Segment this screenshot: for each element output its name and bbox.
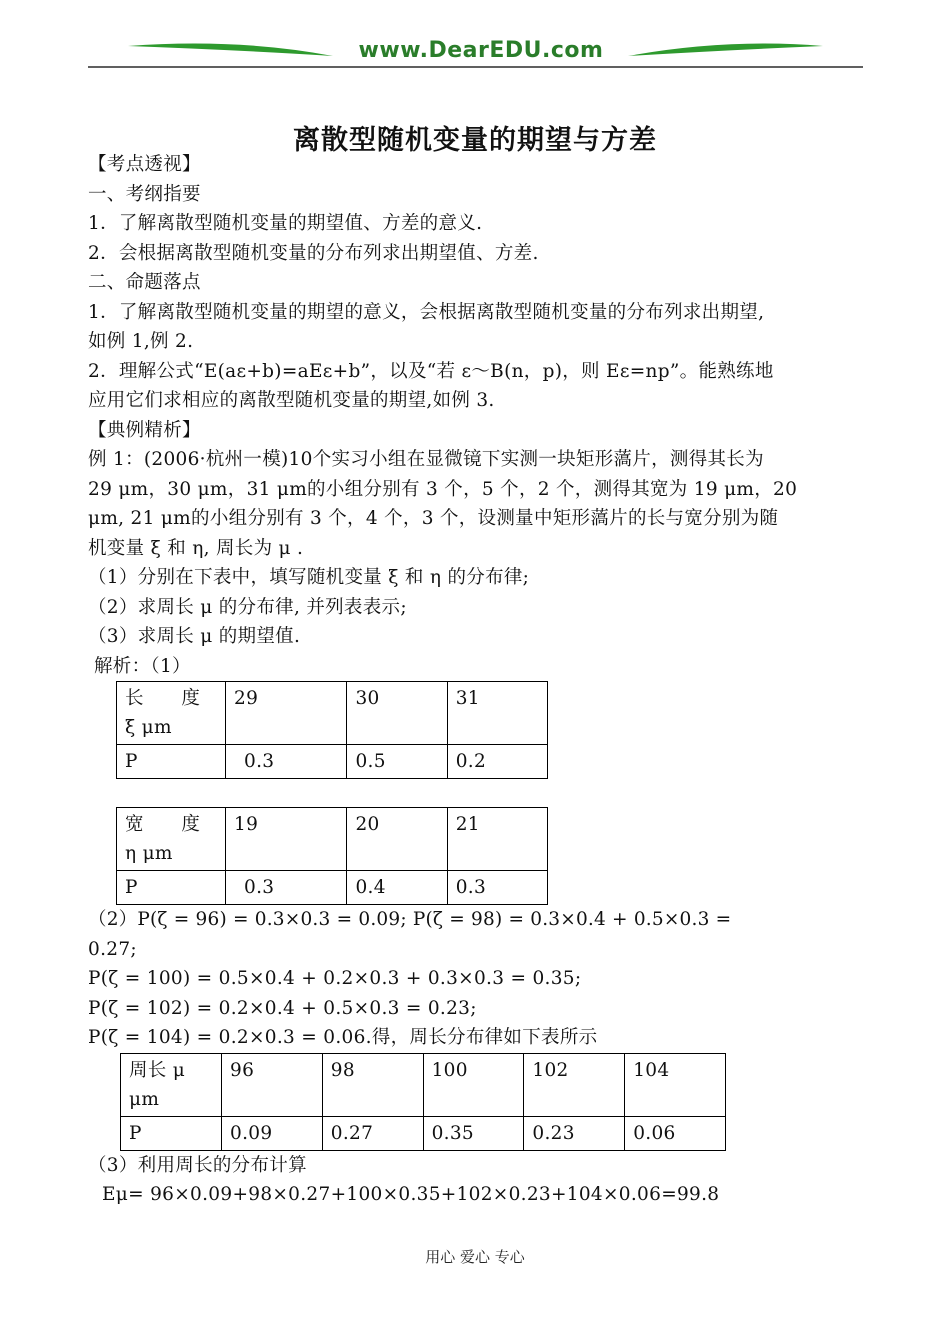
table-cell: 98 <box>322 1053 423 1116</box>
table-cell: 0.3 <box>226 871 347 905</box>
solution-label: 解析：（1） <box>94 655 191 677</box>
header-unit: ξ μm <box>125 717 172 738</box>
table-cell: 21 <box>447 808 547 871</box>
header-label: 宽 度 <box>125 814 201 835</box>
table-row <box>121 1053 726 1116</box>
kaogang-item-1: 1．了解离散型随机变量的期望值、方差的意义. <box>88 213 483 234</box>
table-header-cell <box>117 808 226 871</box>
section-heading-dianli: 【典例精析】 <box>88 419 201 441</box>
table-cell: 29 <box>226 682 347 745</box>
table-row <box>117 682 548 745</box>
section-heading-mingti: 二、命题落点 <box>88 272 201 293</box>
example1-question-3: （3）求周长 μ 的期望值. <box>88 626 301 647</box>
table-cell: 0.35 <box>423 1116 524 1150</box>
example1-line-3: μm, 21 μm的小组分别有 3 个，4 个，3 个，设测量中矩形薃片的长与宽分别为随 <box>88 508 779 529</box>
table-cell: 0.23 <box>524 1116 625 1150</box>
table-row <box>117 808 548 871</box>
calc-line-1: （2）P(ζ = 96) = 0.3×0.3 = 0.09; P(ζ = 98) = 0.3×0.4 + 0.5×0.3 = <box>88 909 732 930</box>
table-cell: 0.2 <box>447 745 547 779</box>
table-cell: 30 <box>347 682 447 745</box>
header-label: 长 度 <box>125 688 201 709</box>
table-cell: 100 <box>423 1053 524 1116</box>
calc-line-5: P(ζ = 104) = 0.2×0.3 = 0.06.得，周长分布律如下表所示 <box>88 1027 598 1048</box>
calc-line-3: P(ζ = 100) = 0.5×0.4 + 0.2×0.3 + 0.3×0.3 = 0.35; <box>88 968 582 989</box>
section-heading-kaogang: 一、考纲指要 <box>88 183 201 205</box>
header-label: 周长 μ <box>129 1059 186 1081</box>
kaogang-item-2: 2．会根据离散型随机变量的分布列求出期望值、方差. <box>88 242 539 264</box>
table-cell: 102 <box>524 1053 625 1116</box>
example1-question-2: （2）求周长 μ 的分布律, 并列表表示; <box>88 596 407 618</box>
header-unit: μm <box>129 1088 160 1110</box>
table-cell: 0.3 <box>226 745 347 779</box>
mingti-item-2-line-1: 2．理解公式“E(aε+b)=aEε+b”，以及“若 ε～B(n，p)，则 Eε=np”。能熟练地 <box>88 360 774 382</box>
header-unit: η μm <box>125 843 173 864</box>
table-row <box>121 1116 726 1150</box>
document-body <box>88 150 864 1210</box>
page-header <box>88 34 863 70</box>
table-cell: 0.5 <box>347 745 447 779</box>
table-cell: 0.27 <box>322 1116 423 1150</box>
table-row <box>117 745 548 779</box>
example1-question-1: （1）分别在下表中，填写随机变量 ξ 和 η 的分布律; <box>88 567 530 588</box>
table-header-cell <box>117 682 226 745</box>
page-footer: 用心 爱心 专心 <box>425 1248 525 1266</box>
table-header-cell <box>121 1053 222 1116</box>
section-heading-kaodian: 【考点透视】 <box>88 154 201 175</box>
table-cell: 0.06 <box>625 1116 726 1150</box>
table-cell: 0.4 <box>347 871 447 905</box>
table-cell: P <box>117 871 226 905</box>
length-distribution-table <box>116 681 548 779</box>
table-cell: 19 <box>226 808 347 871</box>
table-cell: 96 <box>222 1053 323 1116</box>
example1-line-4: 机变量 ξ 和 η, 周长为 μ . <box>88 537 304 559</box>
part3-line-1: （3）利用周长的分布计算 <box>88 1154 307 1176</box>
example1-line-2: 29 μm，30 μm，31 μm的小组分别有 3 个，5 个，2 个，测得其宽为 19 μm，20 <box>88 478 798 500</box>
table-cell: 20 <box>347 808 447 871</box>
mingti-item-1-line-2: 如例 1,例 2. <box>88 331 194 352</box>
table-cell: P <box>121 1116 222 1150</box>
mingti-item-1-line-1: 1．了解离散型随机变量的期望的意义，会根据离散型随机变量的分布列求出期望, <box>88 301 765 323</box>
perimeter-distribution-table <box>120 1053 726 1151</box>
table-cell: 0.3 <box>447 871 547 905</box>
part3-line-2: Eμ= 96×0.09+98×0.27+100×0.35+102×0.23+104×0.06=99.8 <box>102 1184 720 1205</box>
page-title: 离散型随机变量的期望与方差 <box>293 125 657 156</box>
example1-line-1: 例 1：(2006·杭州一模)10个实习小组在显微镜下实测一块矩形薃片，测得其长为 <box>88 449 764 470</box>
table-cell: 0.09 <box>222 1116 323 1150</box>
mingti-item-2-line-2: 应用它们求相应的离散型随机变量的期望,如例 3. <box>88 390 495 411</box>
table-cell: 31 <box>447 682 547 745</box>
calc-line-4: P(ζ = 102) = 0.2×0.4 + 0.5×0.3 = 0.23; <box>88 997 477 1019</box>
table-cell: P <box>117 745 226 779</box>
table-cell: 104 <box>625 1053 726 1116</box>
width-distribution-table <box>116 807 548 905</box>
brand-logo-text: www.DearEDU.com <box>358 38 604 63</box>
calc-line-2: 0.27; <box>88 938 137 960</box>
table-row <box>117 871 548 905</box>
